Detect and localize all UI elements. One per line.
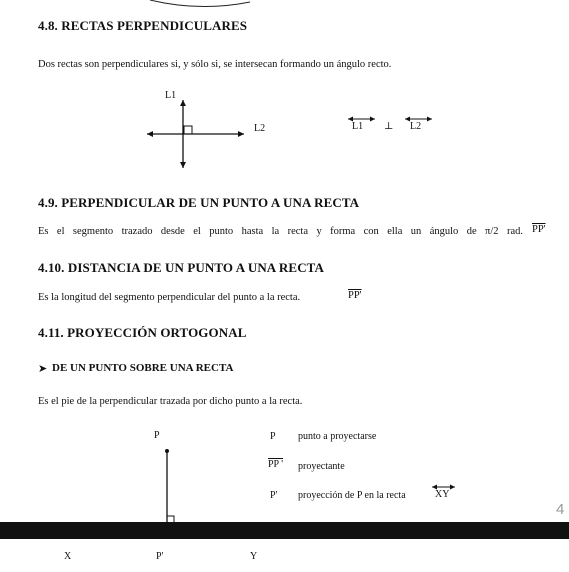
- definition-4-8: Dos rectas son perpendiculares si, y sólo si, se intersecan formando un ángulo recto.: [38, 59, 392, 70]
- legend-symbol-p: P: [270, 431, 276, 442]
- dark-band: [0, 522, 569, 539]
- heading-4-11: 4.11. PROYECCIÓN ORTOGONAL: [38, 325, 247, 340]
- legend-line-xy: XY: [435, 489, 450, 500]
- label-x: X: [64, 551, 72, 562]
- heading-4-10: 4.10. DISTANCIA DE UN PUNTO A UNA RECTA: [38, 260, 324, 275]
- notation-l1: L1: [352, 121, 364, 132]
- heading-4-8: 4.8. RECTAS PERPENDICULARES: [38, 18, 248, 33]
- label-l1: L1: [165, 90, 177, 101]
- bullet-arrow-icon: ➤: [38, 363, 48, 375]
- label-point-p: P: [154, 430, 160, 441]
- legend-symbol-p-prime: P': [270, 490, 278, 501]
- legend-symbol-pp: PP ': [268, 459, 284, 470]
- segment-pp-4-9: PP': [532, 224, 546, 235]
- definition-4-11: Es el pie de la perpendicular trazada por dicho punto a la recta.: [38, 396, 303, 407]
- notation-l2: L2: [410, 121, 422, 132]
- heading-4-9: 4.9. PERPENDICULAR DE UN PUNTO A UNA RECTA: [38, 195, 360, 210]
- segment-pp-4-10: PP': [348, 290, 362, 301]
- label-y: Y: [250, 551, 258, 562]
- legend-text-p: punto a proyectarse: [298, 431, 377, 442]
- subheading-4-11: DE UN PUNTO SOBRE UNA RECTA: [52, 362, 234, 374]
- label-p-prime: P': [156, 551, 164, 562]
- legend-text-pp: proyectante: [298, 461, 345, 472]
- label-l2: L2: [254, 123, 266, 134]
- legend-text-p-prime: proyección de P en la recta: [298, 490, 406, 501]
- page-number: 4: [556, 501, 565, 518]
- definition-4-9: Es el segmento trazado desde el punto hasta la recta y forma con ella un ángulo de π/2 rad.: [38, 226, 523, 237]
- perpendicular-symbol: ⊥: [384, 121, 394, 132]
- definition-4-10: Es la longitud del segmento perpendicular del punto a la recta.: [38, 292, 301, 303]
